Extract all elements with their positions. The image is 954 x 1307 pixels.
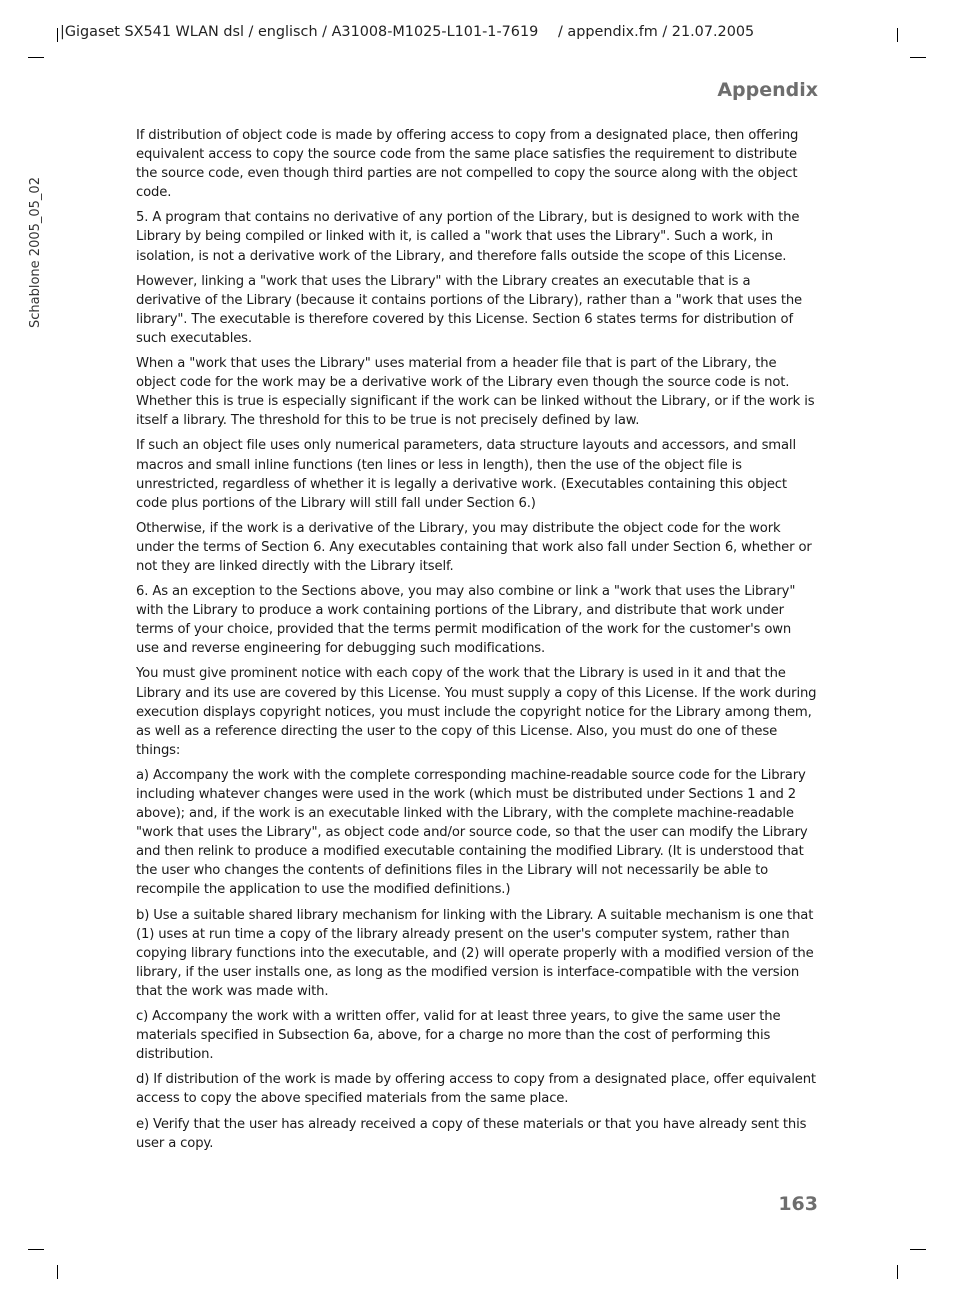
paragraph: If distribution of object code is made by offering access to copy from a designated place, then offering equivalent access to copy the source code from the same place satisfies the requirement to distribute the source code, even though third parties are not compelled to copy the source along with the object code. (136, 128, 799, 201)
crop-mark-top-left-horizontal (28, 57, 44, 58)
paragraph: If such an object file uses only numerical parameters, data structure layouts and accessors, and small macros and small inline functions (ten lines or less in length), then the use of the object file is unrestricted, regardless of whether it is legally a derivative work. (Executables containing this object code plus portions of the Library will still fall under Section 6.) (136, 438, 796, 511)
template-side-label: Schablone 2005_05_02 (28, 177, 43, 328)
paragraph: However, linking a "work that uses the Library" with the Library creates an executable that is a derivative of the Library (because it contains portions of the Library), rather than a "work that uses the library". The executable is therefore covered by this License. Section 6 states terms for distribution of such executables. (136, 273, 803, 346)
crop-mark-top-right-horizontal (910, 57, 926, 58)
page-number: 163 (778, 1193, 818, 1215)
section-title: Appendix (717, 79, 818, 101)
paragraph: When a "work that uses the Library" uses material from a header file that is part of the Library, the object code for the work may be a derivative work of the Library even though the source code is not. Whether this is true is especially significant if the work can be linked without the Library, or if the work is itself a library. The threshold for this to be true is not precisely defined by law. (136, 356, 815, 429)
crop-mark-bottom-left-vertical (57, 1265, 58, 1279)
paragraph: 5. A program that contains no derivative of any portion of the Library, but is designed to work with the Library by being compiled or linked with it, is called a "work that uses the Library". Such a work, in isolation, is not a derivative work of the Library, and therefore falls outside the scope of this License. (136, 210, 800, 264)
paragraph: 6. As an exception to the Sections above, you may also combine or link a "work that uses the Library" with the Library to produce a work containing portions of the Library, and distribute that work under terms of your choice, provided that the terms permit modification of the work for the customer's own use and reverse engineering for debugging such modifications. (136, 584, 796, 657)
crop-mark-bottom-right-horizontal (910, 1249, 926, 1250)
paragraph: b) Use a suitable shared library mechanism for linking with the Library. A suitable mechanism is one that (1) uses at run time a copy of the library already present on the user's computer system, rather than copying library functions into the executable, and (2) will operate properly with a modified version of the library, if the user installs one, as long as the modified version is interface-compatible with the version that the work was made with. (136, 907, 814, 999)
document-header-right: / appendix.fm / 21.07.2005 (558, 24, 755, 40)
paragraph: Otherwise, if the work is a derivative of the Library, you may distribute the object code for the work under the terms of Section 6. Any executables containing that work also fall under Section 6, whether or not they are linked directly with the Library itself. (136, 520, 812, 574)
crop-mark-top-right-vertical (897, 28, 898, 42)
crop-mark-bottom-right-vertical (897, 1265, 898, 1279)
crop-mark-bottom-left-horizontal (28, 1249, 44, 1250)
paragraph: d) If distribution of the work is made by offering access to copy from a designated place, offer equivalent access to copy the above specified materials from the same place. (136, 1072, 816, 1107)
paragraph: a) Accompany the work with the complete corresponding machine-readable source code for the Library including whatever changes were used in the work (which must be distributed under Sections 1 and 2 above); and, if the work is an executable linked with the Library, with the complete machine-readable "work that uses the Library", as object code and/or source code, so that the user can modify the Library and then relink to produce a modified executable containing the modified Library. (It is understood that the user who changes the contents of definitions files in the Library will not necessarily be able to recompile the application to use the modified definitions.) (136, 767, 808, 898)
paragraph: c) Accompany the work with a written offer, valid for at least three years, to give the same user the materials specified in Subsection 6a, above, for a charge no more than the cost of performing this distribution. (136, 1009, 781, 1063)
body-text (136, 126, 818, 1159)
document-header-left: |Gigaset SX541 WLAN dsl / englisch / A31008-M1025-L101-1-7619 (60, 24, 539, 40)
paragraph: You must give prominent notice with each copy of the work that the Library is used in it and that the Library and its use are covered by this License. You must supply a copy of this License. If the work during execution displays copyright notices, you must include the copyright notice for the Library among them, as well as a reference directing the user to the copy of this License. Also, you must do one of these things: (136, 666, 817, 758)
paragraph: e) Verify that the user has already received a copy of these materials or that you have already sent this user a copy. (136, 1116, 807, 1151)
crop-mark-top-left-vertical (57, 28, 58, 42)
